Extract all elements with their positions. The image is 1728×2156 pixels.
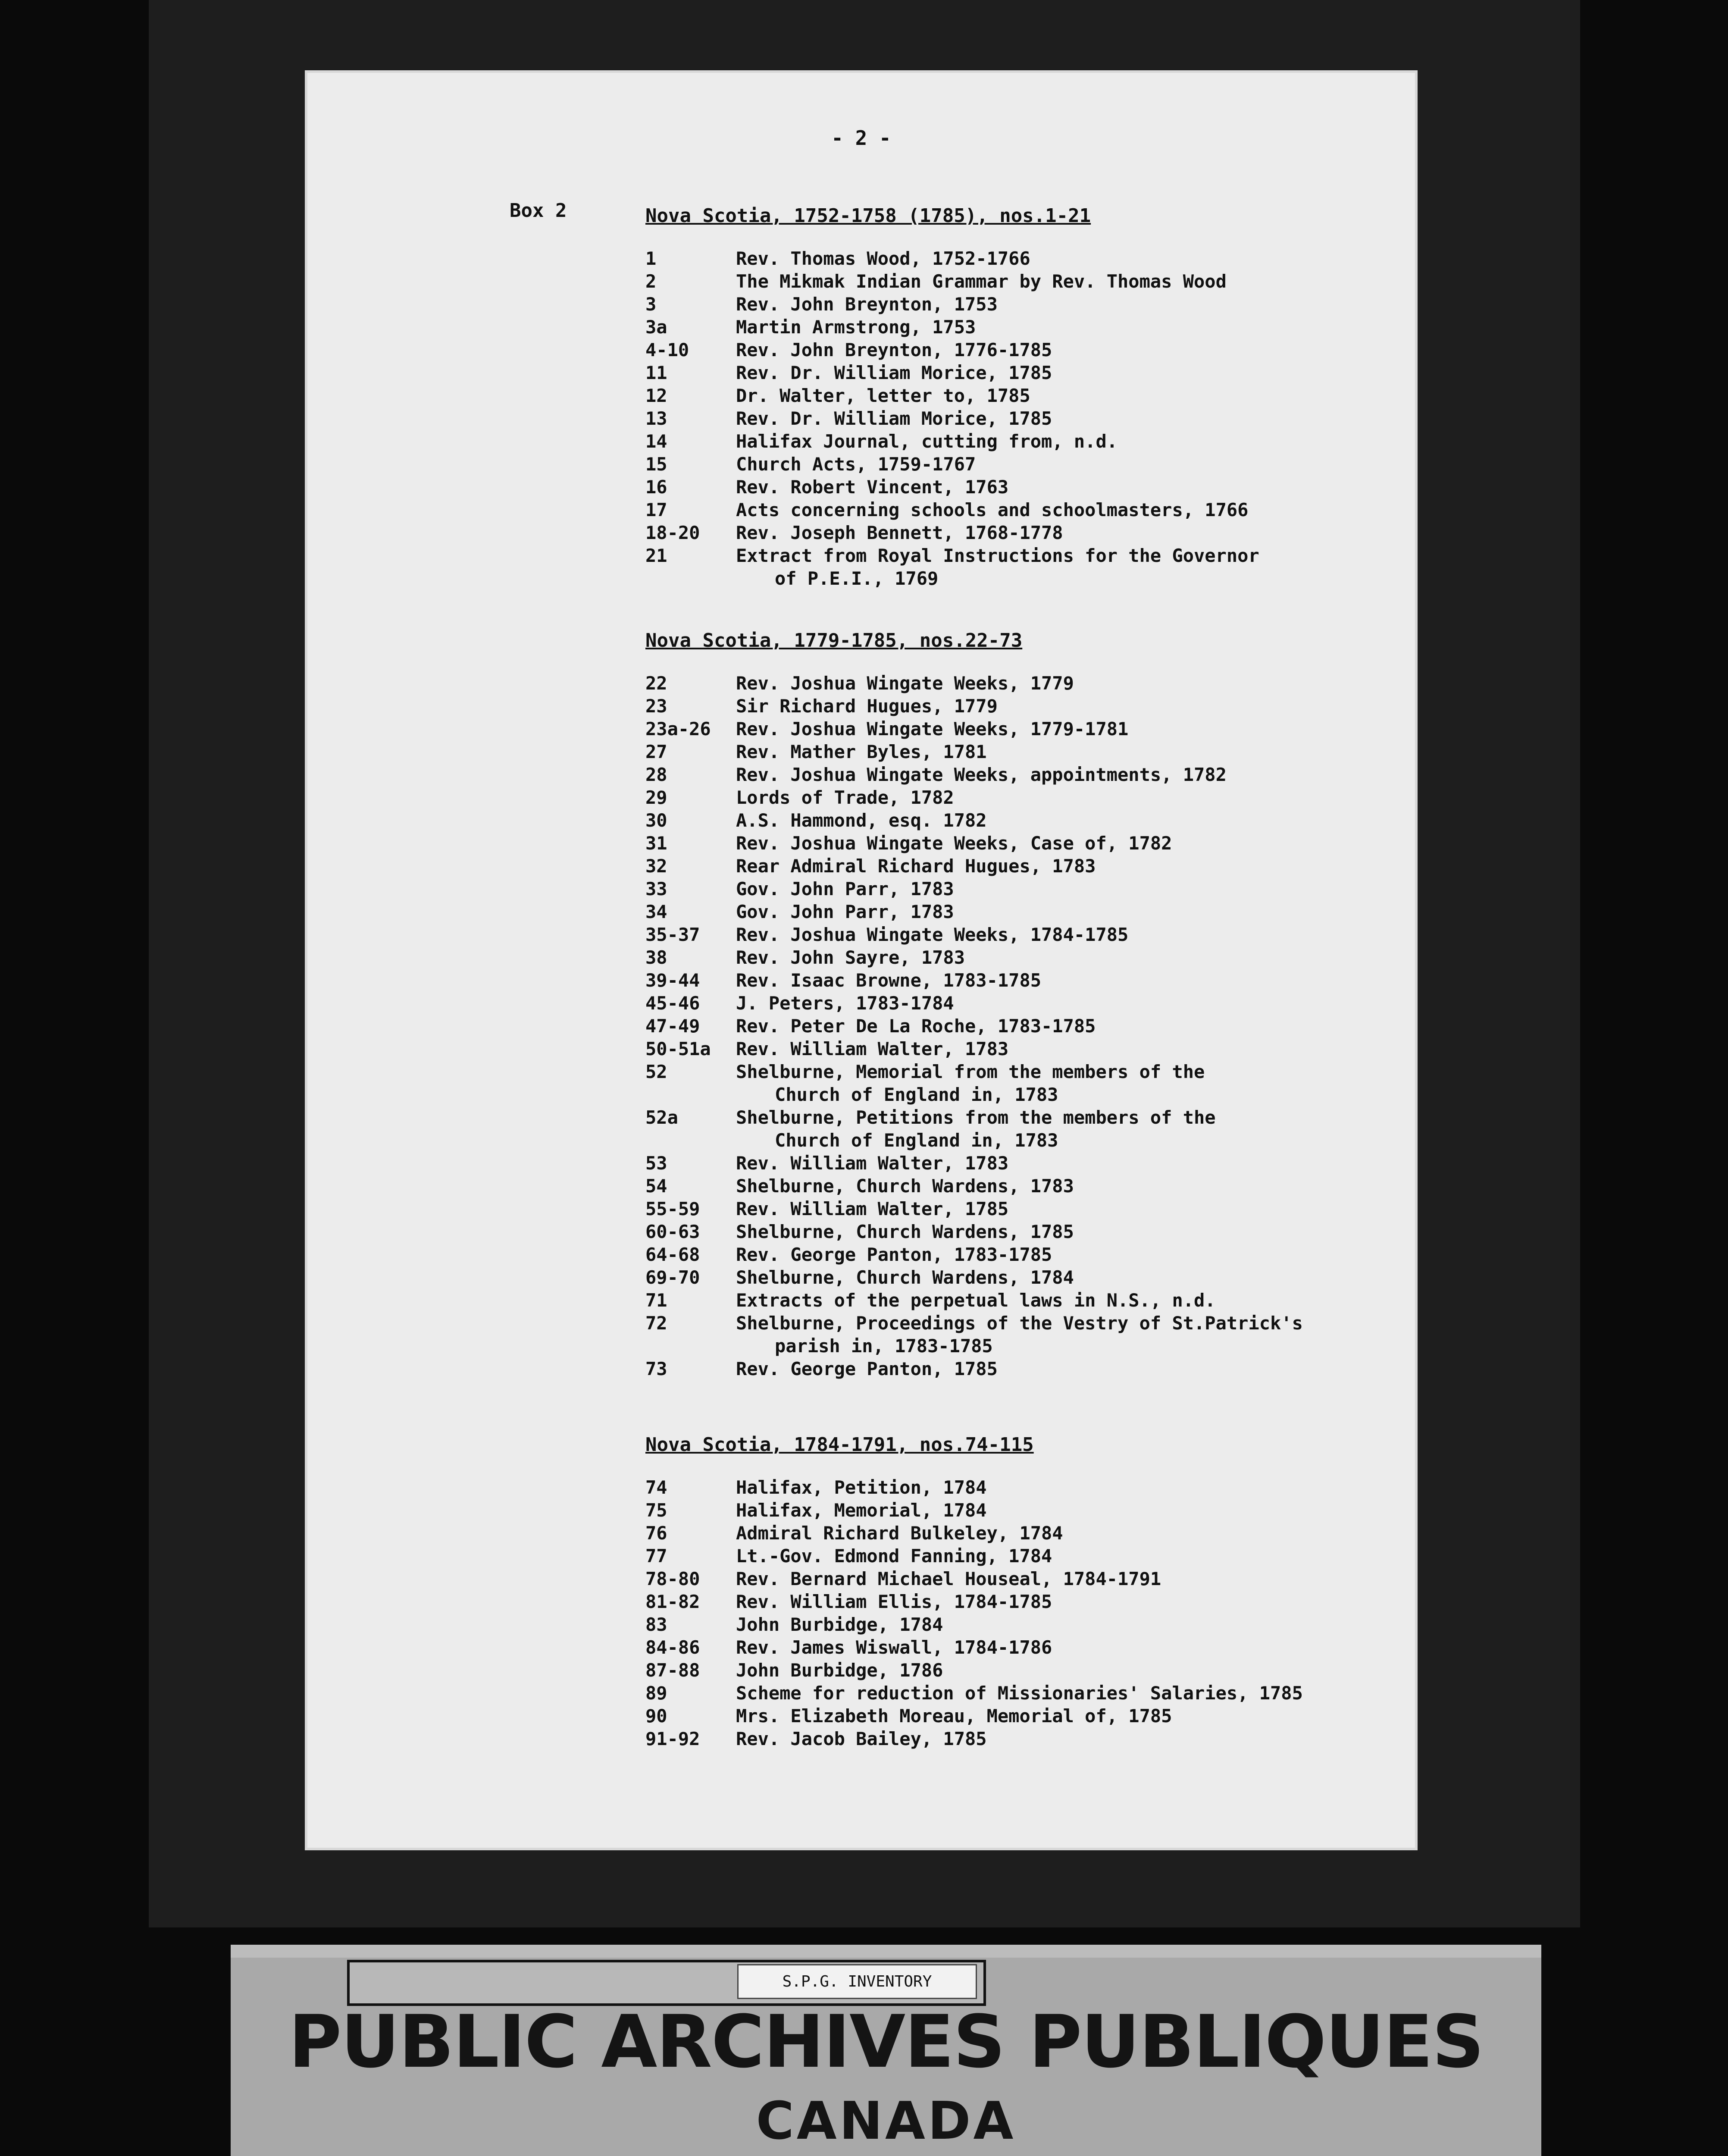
entry-number: 31 — [645, 833, 667, 854]
entry-number: 75 — [645, 1500, 667, 1521]
entry-number: 2 — [645, 271, 657, 292]
section-heading: Nova Scotia, 1752-1758 (1785), nos.1-21 — [645, 205, 1091, 227]
entry-row — [645, 1243, 1404, 1266]
entry-number: 1 — [645, 248, 657, 269]
entry-number: 60-63 — [645, 1221, 700, 1242]
entry-row — [645, 1220, 1404, 1243]
entry-row — [645, 1015, 1404, 1037]
entry-text: Rev. John Sayre, 1783 — [736, 947, 965, 968]
entry-row — [645, 1357, 1404, 1380]
entry-row — [645, 1175, 1404, 1197]
entry-text: Shelburne, Petitions from the members of the — [736, 1107, 1216, 1128]
entry-text: John Burbidge, 1786 — [736, 1660, 943, 1681]
entry-text: Rev. Thomas Wood, 1752-1766 — [736, 248, 1030, 269]
entry-number — [645, 1335, 736, 1357]
entry-row — [645, 969, 1404, 992]
entry-text: Church of England in, 1783 — [775, 1084, 1058, 1105]
entry-text: Rev. Joshua Wingate Weeks, Case of, 1782 — [736, 833, 1172, 854]
section-heading: Nova Scotia, 1779-1785, nos.22-73 — [645, 630, 1023, 652]
entry-row — [645, 293, 1404, 316]
entry-text: Rev. Joshua Wingate Weeks, appointments, 1782 — [736, 764, 1227, 785]
entry-number: 73 — [645, 1358, 667, 1379]
entry-row — [645, 1636, 1404, 1659]
entry-number: 74 — [645, 1477, 667, 1498]
entry-number: 12 — [645, 385, 667, 406]
entry-row — [645, 316, 1404, 338]
entry-number: 18-20 — [645, 522, 700, 543]
entry-number: 21 — [645, 545, 667, 566]
entry-number: 91-92 — [645, 1728, 700, 1749]
entry-row — [645, 1266, 1404, 1289]
entry-row — [645, 1476, 1404, 1499]
entry-row — [645, 338, 1404, 361]
entry-text: Extracts of the perpetual laws in N.S., n.d. — [736, 1290, 1216, 1311]
entry-number: 32 — [645, 856, 667, 877]
entry-continuation — [645, 567, 1404, 590]
entry-text: The Mikmak Indian Grammar by Rev. Thomas Wood — [736, 271, 1227, 292]
entry-text: John Burbidge, 1784 — [736, 1614, 943, 1635]
entry-list — [645, 247, 1404, 590]
entry-row — [645, 1197, 1404, 1220]
entry-text: Lt.-Gov. Edmond Fanning, 1784 — [736, 1545, 1052, 1567]
typed-inventory-page — [305, 70, 1418, 1850]
entry-text: Lords of Trade, 1782 — [736, 787, 954, 808]
entry-text: Gov. John Parr, 1783 — [736, 878, 954, 899]
section-1752-1758 — [645, 200, 1404, 590]
entry-continuation — [645, 1083, 1404, 1106]
entry-number: 83 — [645, 1614, 667, 1635]
entry-text: Rev. George Panton, 1783-1785 — [736, 1244, 1052, 1265]
entry-text: Rev. Joshua Wingate Weeks, 1784-1785 — [736, 924, 1129, 945]
entry-row — [645, 763, 1404, 786]
entry-number: 47-49 — [645, 1015, 700, 1037]
entry-number: 90 — [645, 1705, 667, 1727]
entry-list — [645, 1476, 1404, 1750]
entry-text: Shelburne, Church Wardens, 1785 — [736, 1221, 1074, 1242]
entry-row — [645, 1567, 1404, 1590]
entry-number: 39-44 — [645, 970, 700, 991]
entry-row — [645, 544, 1404, 567]
entry-row — [645, 384, 1404, 407]
entry-number: 23 — [645, 696, 667, 717]
entry-text: Halifax, Memorial, 1784 — [736, 1500, 987, 1521]
entry-number: 89 — [645, 1683, 667, 1704]
entry-number: 64-68 — [645, 1244, 700, 1265]
entry-row — [645, 877, 1404, 900]
page-number: - 2 - — [831, 126, 891, 150]
entry-number: 81-82 — [645, 1591, 700, 1612]
entry-continuation — [645, 1335, 1404, 1357]
entry-row — [645, 430, 1404, 453]
entry-number: 72 — [645, 1313, 667, 1334]
entry-number: 38 — [645, 947, 667, 968]
entry-number: 78-80 — [645, 1568, 700, 1589]
entry-row — [645, 1499, 1404, 1522]
entry-row — [645, 476, 1404, 498]
entry-text: Rev. Joshua Wingate Weeks, 1779 — [736, 673, 1074, 694]
entry-row — [645, 1060, 1404, 1083]
entry-text: Rev. William Ellis, 1784-1785 — [736, 1591, 1052, 1612]
entry-list — [645, 672, 1404, 1380]
entry-number — [645, 1083, 736, 1106]
section-1784-1791 — [645, 1429, 1404, 1750]
entry-text: Scheme for reduction of Missionaries' Salaries, 1785 — [736, 1683, 1303, 1704]
entry-row — [645, 1659, 1404, 1682]
entry-number: 54 — [645, 1175, 667, 1197]
entry-text: Rev. Bernard Michael Houseal, 1784-1791 — [736, 1568, 1161, 1589]
entry-text: Gov. John Parr, 1783 — [736, 901, 954, 922]
entry-text: Rev. Isaac Browne, 1783-1785 — [736, 970, 1042, 991]
entry-row — [645, 1312, 1404, 1335]
entry-text: J. Peters, 1783-1784 — [736, 993, 954, 1014]
entry-row — [645, 946, 1404, 969]
entry-number: 17 — [645, 499, 667, 520]
entry-text: Martin Armstrong, 1753 — [736, 317, 976, 338]
inventory-tag: S.P.G. INVENTORY — [737, 1964, 977, 1999]
entry-row — [645, 923, 1404, 946]
entry-row — [645, 521, 1404, 544]
entry-text: Rev. John Breynton, 1776-1785 — [736, 339, 1052, 360]
entry-row — [645, 740, 1404, 763]
entry-number: 77 — [645, 1545, 667, 1567]
entry-text: Rev. William Walter, 1785 — [736, 1198, 1009, 1219]
entry-row — [645, 1590, 1404, 1613]
entry-row — [645, 1727, 1404, 1750]
entry-number: 30 — [645, 810, 667, 831]
entry-row — [645, 407, 1404, 430]
entry-text: Rev. Dr. William Morice, 1785 — [736, 362, 1052, 383]
entry-text: Rev. George Panton, 1785 — [736, 1358, 998, 1379]
entry-number: 22 — [645, 673, 667, 694]
entry-row — [645, 695, 1404, 718]
entry-row — [645, 1289, 1404, 1312]
entry-text: Rev. Robert Vincent, 1763 — [736, 476, 1009, 498]
entry-number: 52 — [645, 1061, 667, 1082]
entry-number: 28 — [645, 764, 667, 785]
archives-subtitle: CANADA — [756, 2091, 1016, 2151]
entry-text: Rev. Joseph Bennett, 1768-1778 — [736, 522, 1063, 543]
entry-row — [645, 1613, 1404, 1636]
section-1779-1785 — [645, 624, 1404, 1380]
entry-number: 35-37 — [645, 924, 700, 945]
entry-number: 27 — [645, 741, 667, 762]
entry-continuation — [645, 1129, 1404, 1152]
entry-number — [645, 1129, 736, 1152]
entry-number — [645, 567, 736, 590]
entry-number: 53 — [645, 1153, 667, 1174]
entry-number: 13 — [645, 408, 667, 429]
entry-text: Rev. Mather Byles, 1781 — [736, 741, 987, 762]
entry-text: of P.E.I., 1769 — [775, 568, 939, 589]
entry-text: Rev. Peter De La Roche, 1783-1785 — [736, 1015, 1096, 1037]
entry-text: Extract from Royal Instructions for the Governor — [736, 545, 1259, 566]
entry-text: Church of England in, 1783 — [775, 1130, 1058, 1151]
entry-text: Dr. Walter, letter to, 1785 — [736, 385, 1030, 406]
entry-number: 84-86 — [645, 1637, 700, 1658]
entry-number: 87-88 — [645, 1660, 700, 1681]
entry-number: 33 — [645, 878, 667, 899]
entry-number: 45-46 — [645, 993, 700, 1014]
entry-text: Admiral Richard Bulkeley, 1784 — [736, 1523, 1063, 1544]
entry-row — [645, 1037, 1404, 1060]
entry-row — [645, 1106, 1404, 1129]
entry-text: Church Acts, 1759-1767 — [736, 454, 976, 475]
entry-number: 52a — [645, 1107, 678, 1128]
entry-number: 3a — [645, 317, 667, 338]
entry-row — [645, 809, 1404, 832]
entry-text: Rev. James Wiswall, 1784-1786 — [736, 1637, 1052, 1658]
entry-row — [645, 855, 1404, 877]
entry-text: Rear Admiral Richard Hugues, 1783 — [736, 856, 1096, 877]
entry-row — [645, 498, 1404, 521]
entry-text: Sir Richard Hugues, 1779 — [736, 696, 998, 717]
entry-number: 34 — [645, 901, 667, 922]
entry-text: A.S. Hammond, esq. 1782 — [736, 810, 987, 831]
box-label: Box 2 — [510, 200, 567, 222]
entry-text: Shelburne, Proceedings of the Vestry of St.Patrick's — [736, 1313, 1303, 1334]
entry-number: 4-10 — [645, 339, 689, 360]
entry-row — [645, 1522, 1404, 1545]
entry-row — [645, 1152, 1404, 1175]
archives-title: PUBLIC ARCHIVES PUBLIQUES — [288, 1999, 1484, 2084]
entry-row — [645, 1545, 1404, 1567]
entry-number: 55-59 — [645, 1198, 700, 1219]
entry-row — [645, 900, 1404, 923]
entry-text: Rev. Joshua Wingate Weeks, 1779-1781 — [736, 718, 1129, 740]
entry-text: parish in, 1783-1785 — [775, 1335, 993, 1357]
entry-text: Rev. William Walter, 1783 — [736, 1038, 1009, 1059]
entry-row — [645, 453, 1404, 476]
entry-text: Mrs. Elizabeth Moreau, Memorial of, 1785 — [736, 1705, 1172, 1727]
entry-text: Rev. Dr. William Morice, 1785 — [736, 408, 1052, 429]
entry-row — [645, 361, 1404, 384]
entry-text: Shelburne, Church Wardens, 1783 — [736, 1175, 1074, 1197]
entry-number: 76 — [645, 1523, 667, 1544]
entry-number: 50-51a — [645, 1038, 711, 1059]
entry-number: 16 — [645, 476, 667, 498]
section-heading: Nova Scotia, 1784-1791, nos.74-115 — [645, 1434, 1034, 1456]
entry-number: 69-70 — [645, 1267, 700, 1288]
entry-row — [645, 992, 1404, 1015]
entry-text: Rev. William Walter, 1783 — [736, 1153, 1009, 1174]
entry-number: 15 — [645, 454, 667, 475]
entry-row — [645, 786, 1404, 809]
entry-row — [645, 1705, 1404, 1727]
entry-text: Shelburne, Church Wardens, 1784 — [736, 1267, 1074, 1288]
entry-text: Rev. John Breynton, 1753 — [736, 294, 998, 315]
entry-number: 14 — [645, 431, 667, 452]
entry-row — [645, 718, 1404, 740]
entry-number: 71 — [645, 1290, 667, 1311]
entry-number: 23a-26 — [645, 718, 711, 740]
entry-row — [645, 1682, 1404, 1705]
entry-row — [645, 270, 1404, 293]
entry-number: 3 — [645, 294, 657, 315]
entry-row — [645, 832, 1404, 855]
entry-number: 29 — [645, 787, 667, 808]
entry-row — [645, 672, 1404, 695]
entry-row — [645, 247, 1404, 270]
entry-text: Halifax, Petition, 1784 — [736, 1477, 987, 1498]
entry-text: Acts concerning schools and schoolmasters, 1766 — [736, 499, 1249, 520]
entry-text: Shelburne, Memorial from the members of the — [736, 1061, 1205, 1082]
entry-number: 11 — [645, 362, 667, 383]
entry-text: Halifax Journal, cutting from, n.d. — [736, 431, 1118, 452]
entry-text: Rev. Jacob Bailey, 1785 — [736, 1728, 987, 1749]
